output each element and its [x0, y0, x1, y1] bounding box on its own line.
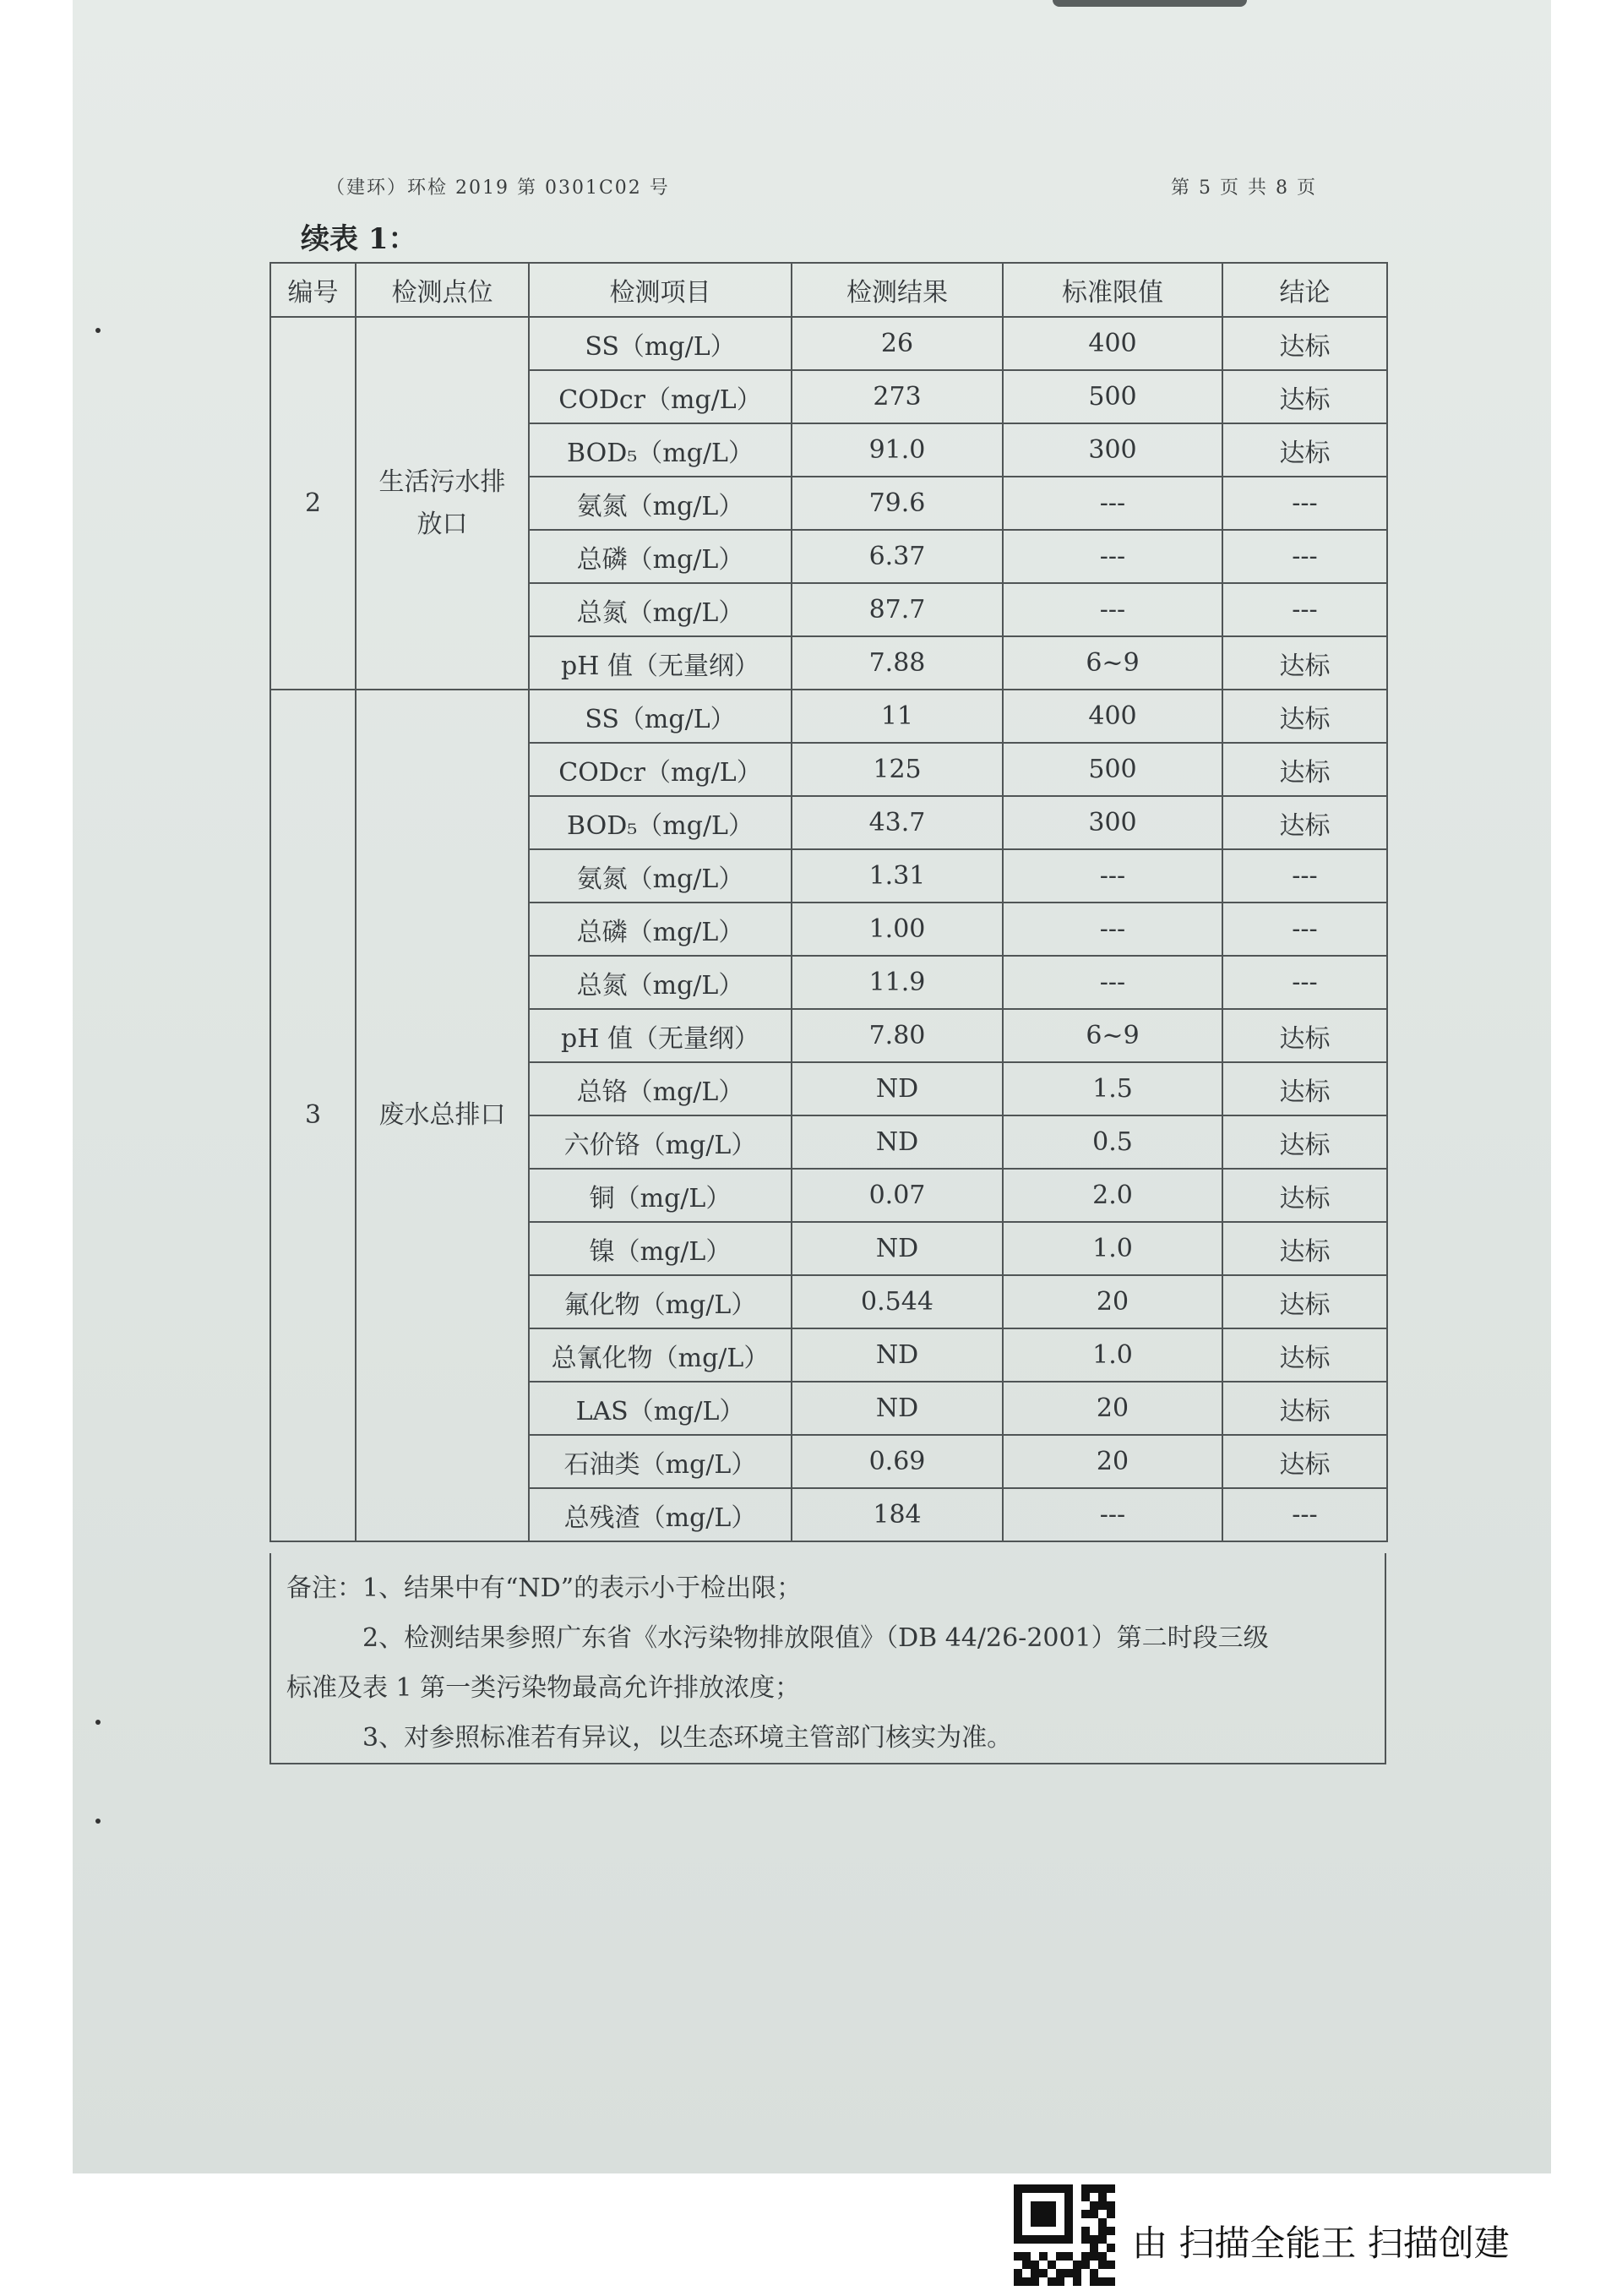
conclusion-cell: --- — [1222, 1488, 1387, 1541]
conclusion-cell: 达标 — [1222, 370, 1387, 423]
note-line-4: 3、对参照标准若有异议，以生态环境主管部门核实为准。 — [362, 1723, 1013, 1753]
result-cell: 7.80 — [792, 1009, 1003, 1062]
note-line-1: 备注：1、结果中有“ND”的表示小于检出限； — [286, 1573, 803, 1603]
limit-cell: --- — [1003, 583, 1222, 636]
conclusion-cell: 达标 — [1222, 636, 1387, 690]
conclusion-cell: 达标 — [1222, 690, 1387, 743]
result-cell: 26 — [792, 317, 1003, 370]
conclusion-cell: 达标 — [1222, 1169, 1387, 1222]
limit-cell: 20 — [1003, 1435, 1222, 1488]
item-cell: 氟化物（mg/L） — [529, 1275, 792, 1328]
group-location: 生活污水排放口 — [356, 317, 529, 690]
limit-cell: 300 — [1003, 796, 1222, 849]
limit-cell: 20 — [1003, 1382, 1222, 1435]
limit-cell: 400 — [1003, 690, 1222, 743]
limit-cell: 1.0 — [1003, 1222, 1222, 1275]
item-cell: 氨氮（mg/L） — [529, 849, 792, 903]
result-cell: 273 — [792, 370, 1003, 423]
item-cell: 总磷（mg/L） — [529, 530, 792, 583]
result-cell: 0.07 — [792, 1169, 1003, 1222]
table-body — [270, 317, 1387, 1541]
conclusion-cell: 达标 — [1222, 1328, 1387, 1382]
item-cell: pH 值（无量纲） — [529, 636, 792, 690]
limit-cell: --- — [1003, 849, 1222, 903]
item-cell: 总氮（mg/L） — [529, 956, 792, 1009]
notes-box — [269, 1553, 1386, 1764]
limit-cell: --- — [1003, 903, 1222, 956]
margin-dot — [95, 1819, 101, 1824]
item-cell: 六价铬（mg/L） — [529, 1115, 792, 1169]
scanned-page — [73, 0, 1551, 2173]
result-cell: ND — [792, 1382, 1003, 1435]
limit-cell: 0.5 — [1003, 1115, 1222, 1169]
note-line-2: 2、检测结果参照广东省《水污染物排放限值》（DB 44/26-2001）第二时段三级 — [362, 1623, 1269, 1653]
item-cell: SS（mg/L） — [529, 690, 792, 743]
conclusion-cell: 达标 — [1222, 1435, 1387, 1488]
conclusion-cell: 达标 — [1222, 317, 1387, 370]
item-cell: LAS（mg/L） — [529, 1382, 792, 1435]
group-number: 2 — [270, 317, 356, 690]
qr-code-icon — [1014, 2184, 1115, 2286]
conclusion-cell: --- — [1222, 530, 1387, 583]
result-cell: 91.0 — [792, 423, 1003, 477]
conclusion-cell: 达标 — [1222, 1382, 1387, 1435]
item-cell: CODcr（mg/L） — [529, 743, 792, 796]
margin-dot — [95, 1720, 101, 1725]
conclusion-cell: 达标 — [1222, 1062, 1387, 1115]
item-cell: 石油类（mg/L） — [529, 1435, 792, 1488]
result-cell: 79.6 — [792, 477, 1003, 530]
conclusion-cell: 达标 — [1222, 423, 1387, 477]
result-cell: 6.37 — [792, 530, 1003, 583]
result-cell: 1.31 — [792, 849, 1003, 903]
result-cell: 184 — [792, 1488, 1003, 1541]
item-cell: 氨氮（mg/L） — [529, 477, 792, 530]
item-cell: 总氰化物（mg/L） — [529, 1328, 792, 1382]
result-cell: ND — [792, 1222, 1003, 1275]
conclusion-cell: --- — [1222, 903, 1387, 956]
header-conclusion: 结论 — [1222, 263, 1387, 317]
group-number: 3 — [270, 690, 356, 1541]
result-cell: ND — [792, 1328, 1003, 1382]
result-cell: ND — [792, 1062, 1003, 1115]
conclusion-cell: --- — [1222, 849, 1387, 903]
conclusion-cell: 达标 — [1222, 1275, 1387, 1328]
result-cell: ND — [792, 1115, 1003, 1169]
conclusion-cell: 达标 — [1222, 1115, 1387, 1169]
limit-cell: --- — [1003, 956, 1222, 1009]
result-cell: 1.00 — [792, 903, 1003, 956]
limit-cell: 6~9 — [1003, 636, 1222, 690]
result-cell: 0.69 — [792, 1435, 1003, 1488]
page-number: 第 5 页 共 8 页 — [1171, 177, 1317, 199]
result-cell: 43.7 — [792, 796, 1003, 849]
group-location: 废水总排口 — [356, 690, 529, 1541]
conclusion-cell: 达标 — [1222, 1222, 1387, 1275]
limit-cell: 6~9 — [1003, 1009, 1222, 1062]
limit-cell: 400 — [1003, 317, 1222, 370]
conclusion-cell: --- — [1222, 477, 1387, 530]
conclusion-cell: 达标 — [1222, 743, 1387, 796]
limit-cell: 500 — [1003, 743, 1222, 796]
margin-dot — [95, 328, 101, 333]
scanner-footer — [1014, 2180, 1622, 2296]
note-line-3: 标准及表 1 第一类污染物最高允许排放浓度； — [286, 1673, 801, 1703]
limit-cell: 300 — [1003, 423, 1222, 477]
header-limit: 标准限值 — [1003, 263, 1222, 317]
result-cell: 7.88 — [792, 636, 1003, 690]
item-cell: 镍（mg/L） — [529, 1222, 792, 1275]
item-cell: BOD₅（mg/L） — [529, 423, 792, 477]
header-no: 编号 — [270, 263, 356, 317]
item-cell: 总氮（mg/L） — [529, 583, 792, 636]
item-cell: pH 值（无量纲） — [529, 1009, 792, 1062]
item-cell: CODcr（mg/L） — [529, 370, 792, 423]
conclusion-cell: --- — [1222, 956, 1387, 1009]
table-subtitle: 续表 1： — [301, 222, 417, 256]
limit-cell: --- — [1003, 1488, 1222, 1541]
conclusion-cell: 达标 — [1222, 796, 1387, 849]
item-cell: 总残渣（mg/L） — [529, 1488, 792, 1541]
conclusion-cell: --- — [1222, 583, 1387, 636]
results-table — [269, 262, 1388, 1542]
result-cell: 0.544 — [792, 1275, 1003, 1328]
table-row — [270, 317, 1387, 370]
limit-cell: 20 — [1003, 1275, 1222, 1328]
header-item: 检测项目 — [529, 263, 792, 317]
limit-cell: 2.0 — [1003, 1169, 1222, 1222]
item-cell: SS（mg/L） — [529, 317, 792, 370]
table-row — [270, 690, 1387, 743]
header-location: 检测点位 — [356, 263, 529, 317]
limit-cell: 500 — [1003, 370, 1222, 423]
item-cell: 总磷（mg/L） — [529, 903, 792, 956]
result-cell: 125 — [792, 743, 1003, 796]
report-number: （建环）环检 2019 第 0301C02 号 — [326, 177, 670, 199]
limit-cell: --- — [1003, 477, 1222, 530]
conclusion-cell: 达标 — [1222, 1009, 1387, 1062]
limit-cell: --- — [1003, 530, 1222, 583]
result-cell: 11 — [792, 690, 1003, 743]
limit-cell: 1.0 — [1003, 1328, 1222, 1382]
limit-cell: 1.5 — [1003, 1062, 1222, 1115]
page-top-shadow — [1053, 0, 1247, 7]
item-cell: 铜（mg/L） — [529, 1169, 792, 1222]
result-cell: 87.7 — [792, 583, 1003, 636]
item-cell: BOD₅（mg/L） — [529, 796, 792, 849]
item-cell: 总铬（mg/L） — [529, 1062, 792, 1115]
result-cell: 11.9 — [792, 956, 1003, 1009]
scanner-credit: 由 扫描全能王 扫描创建 — [1132, 2222, 1510, 2264]
table-header-row — [270, 263, 1387, 317]
header-result: 检测结果 — [792, 263, 1003, 317]
